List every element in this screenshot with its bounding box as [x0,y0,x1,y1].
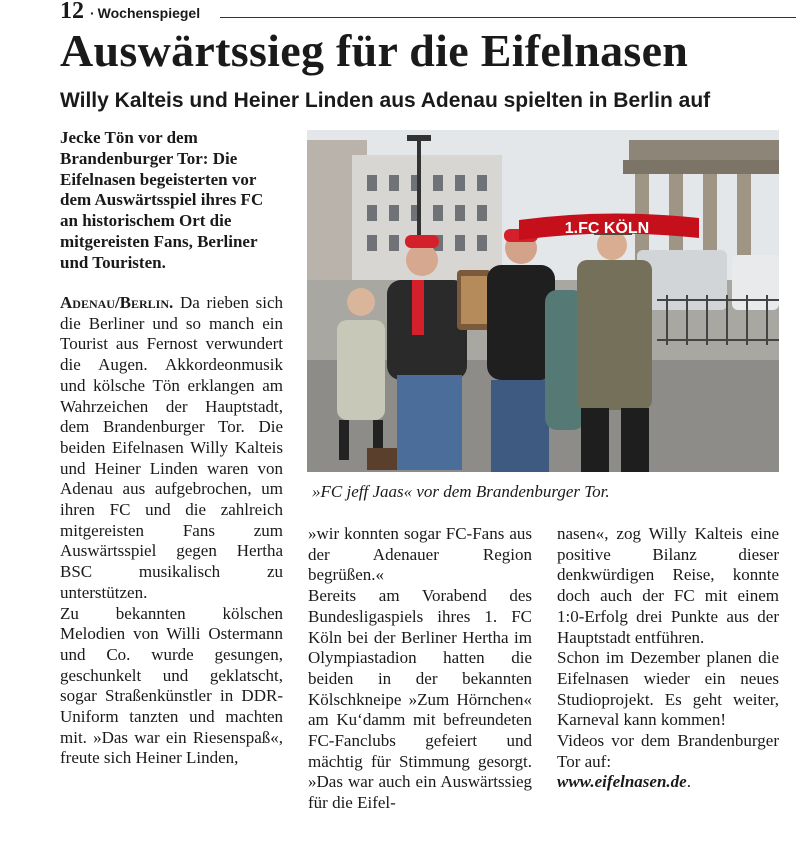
paragraph: Zu bekannten kölschen Melodien von Willi Ostermann und Co. wurde gesungen, geschunkelt und geklatscht, sogar Straßenkünstler in DDR-Uniform tanzten und machten mit. »Das war ein Riesenspaß«, freute sich Heiner Linden, [60,603,283,768]
section-name [90,5,200,21]
header-separator: · [90,5,95,21]
body-column-1 [60,293,283,769]
paragraph [60,293,283,604]
header-rule [220,17,796,18]
paragraph-text: Da rieben sich die Berliner und so manch ein Tourist aus Fernost verwundert die Augen. Akkordeonmusik und kölsche Tön erklangen am Wahrzeichen der Hauptstadt, dem Brandenburger Tor. Die beiden Eifelnasen Willy Kalteis und Heiner Linden waren von Adenau aus aufgebrochen, um ihren FC und die zahlreich mitgereisten Fans zum Auswärtsspiel gegen Hertha BSC musikalisch zu unterstützen. [60,293,284,602]
body-column-3 [557,524,779,793]
subheadline: Willy Kalteis und Heiner Linden aus Adenau spielten in Berlin auf [60,89,711,112]
url-line [557,772,779,793]
paragraph: nasen«, zog Willy Kalteis eine positive Bilanz dieser denkwürdigen Reise, konnte doch auch der FC mit einem 1:0-Erfolg drei Punkte aus der Hauptstadt entführen. [557,524,779,647]
body-column-2 [308,524,532,814]
paragraph: Videos vor dem Brandenburger Tor auf: [557,731,779,771]
lead-paragraph: Jecke Tön vor dem Brandenburger Tor: Die Eifelnasen begeisterten vor dem Auswärtsspiel ihres FC an historischem Ort die mitgereisten Fans, Berliner und Touristen. [60,128,264,272]
page-header [60,0,796,22]
paragraph: Bereits am Vorabend des Bundesligaspiels ihres 1. FC Köln bei der Berliner Hertha im Olympiastadion hatten die beiden in der bekannten Kölschkneipe »Zum Hörnchen« am Ku‘damm mit befreundeten FC-Fanclubs gefeiert und mächtig für Stimmung gesorgt. »Das war auch ein Auswärtssieg für die Eifel- [308,586,532,813]
photo-caption: »FC jeff Jaas« vor dem Brandenburger Tor. [312,482,610,501]
section-label: Wochenspiegel [97,5,201,21]
url-suffix: . [686,772,691,792]
photo-illustration [307,130,779,472]
dateline: Adenau/Berlin. [60,293,174,312]
article-photo [307,130,779,472]
website-link[interactable]: www.eifelnasen.de [557,772,687,792]
paragraph: Schon im Dezember planen die Eifelnasen wieder ein neues Studioprojekt. Es geht weiter, Karneval kann kommen! [557,648,779,730]
page-number: 12 [60,0,84,24]
headline: Auswärtssieg für die Eifelnasen [60,25,689,76]
scarf-text: 1.FC KÖLN [564,220,650,237]
paragraph: »wir konnten sogar FC-Fans aus der Adenauer Region begrüßen.« [308,524,532,585]
